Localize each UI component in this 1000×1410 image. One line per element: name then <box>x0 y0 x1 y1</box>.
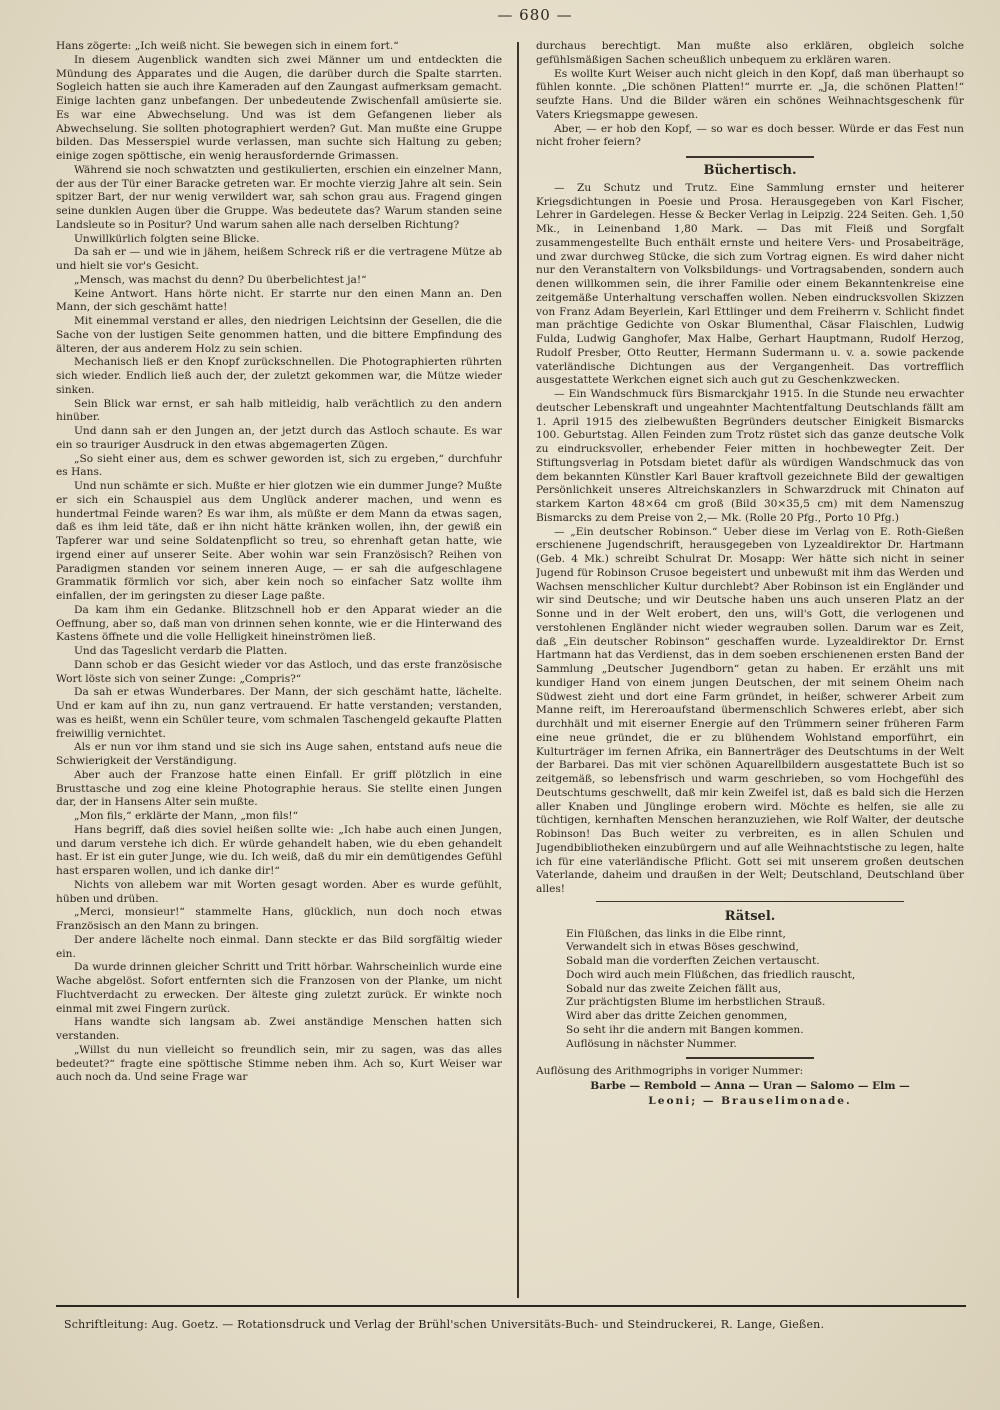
story-paragraph: Dann schob er das Gesicht wieder vor das Astloch, und das erste französische Wort löste sich von seiner Zunge: „Compris?“ <box>56 658 502 685</box>
story-paragraph: Da sah er — und wie in jähem, heißem Schreck riß er die vertragene Mütze ab und hielt sie vor's Gesicht. <box>56 246 502 272</box>
story-paragraph: Als er nun vor ihm stand und sie sich ins Auge sahen, entstand aufs neue die Schwierigkeit der Verständigung. <box>56 741 502 767</box>
story-paragraph: „Willst du nun vielleicht so freundlich sein, mir zu sagen, was das alles bedeutet?“ fragte eine spöttische Stimme neben ihm. Ach so, Kurt Weiser war auch noch da. Und seine Frage war <box>56 1043 502 1084</box>
answer-line: Barbe — Rembold — Anna — Uran — Salomo — Elm — <box>590 1080 910 1092</box>
story-continuation: durchaus berechtigt. Man mußte also erklären, obgleich solche gefühlsmäßigen Sachen scheußlich unbequem zu erklären waren. <box>536 40 964 66</box>
story-continuation: Es wollte Kurt Weiser auch nicht gleich in den Kopf, daß man überhaupt so fühlen konnte. „Die schönen Platten!“ murrte er. „Ja, die schönen Platten!“ seufzte Hans. Und die Bilder wären ein schönes Weihnachtsgeschenk für Vaters Kriegsmappe gewesen. <box>536 67 964 121</box>
riddle-line: Doch wird auch mein Flüßchen, das friedlich rauscht, <box>566 968 856 981</box>
page-number: — 680 — <box>497 6 573 24</box>
story-paragraph: Unwillkürlich folgten seine Blicke. <box>74 232 260 245</box>
riddle-line: Ein Flüßchen, das links in die Elbe rinnt, <box>566 927 786 940</box>
story-paragraph: Nichts von allebem war mit Worten gesagt worden. Aber es wurde gefühlt, hüben und drüben. <box>56 878 502 905</box>
riddle-line: Wird aber das dritte Zeichen genommen, <box>566 1010 788 1022</box>
story-paragraph: Keine Antwort. Hans hörte nicht. Er starrte nur den einen Mann an. Den Mann, der sich geschämt hatte! <box>56 287 502 314</box>
answer-line: Leoni; — Brauselimonade. <box>648 1094 852 1107</box>
riddle-line: Auflösung in nächster Nummer. <box>566 1037 737 1050</box>
riddle-line: Verwandelt sich in etwas Böses geschwind, <box>566 941 799 954</box>
footer-rule <box>56 1305 966 1307</box>
section-divider <box>596 901 904 902</box>
story-paragraph: „Mon fils,“ erklärte der Mann, „mon fils!“ <box>74 810 299 822</box>
right-column <box>536 40 964 1302</box>
riddle-title: Rätsel. <box>724 908 776 924</box>
book-review: — „Ein deutscher Robinson.“ Ueber diese im Verlag von E. Roth-Gießen erschienene Jugendschrift, herausgegeben von Lyzealdirektor Dr. Hartmann (Geb. 4 Mk.) schreibt Schulrat Dr. Mosapp: Wer hätte sich nicht in seiner Jugend für Robinson Crusoe begeistert und unbewußt mit ihm das Werden und Wachsen menschlicher Kultur durchlebt? Aber Robinson ist ein Engländer und wir sind Deutsche; und wir Deutsche haben uns auch unseren Platz an der Sonne und in der Welt erobert, den uns, will's Gott, die verlogenen und verstohlenen Engländer nicht wieder wegrauben sollen. Darum war es Zeit, daß „Ein deutscher Robinson“ geschaffen wurde. Lyzealdirektor Dr. Ernst Hartmann hat das Verdienst, das in dem soeben erschienenen ersten Band der Sammlung „Deutscher Jugendborn“ getan zu haben. Er erzählt uns mit kundiger Hand von einem jungen Deutschen, der mit seinem Oheim nach Südwest zieht und dort eine Farm gründet, in heißer, schwerer Arbeit zum Manne reift, im Hereroaufstand übermenschlich Schweres erlebt, aber sich durchhält und mit eiserner Energie auf den Trümmern seiner früheren Farm eine neue gründet, die er zu blühendem Wohlstand emporführt, ein Kulturträger im fernen Afrika, ein Bannerträger des Deutschtums in der Welt der Barbarei. Das mit vier schönen Aquarellbildern ausgestattete Buch ist so zeitgemäß, so lebensfrisch und warm geschrieben, so vom Hochgefühl des Deutschtums geschwellt, daß mir kein Zweifel ist, daß es bald sich die Herzen aller Knaben und Jünglinge erobern wird. Möchte es helfen, sie alle zu tüchtigen, kernhaften Menschen heranzuziehen, wie Rolf Walter, der deutsche Robinson! Das Buch weiter zu verbreiten, es in allen Schulen und Jugendbibliotheken einzubürgern und auf alle Weihnachtstische zu legen, halte ich für eine vaterländische Pflicht. Gott sei mit unserem großen deutschen Vaterlande, daheim und draußen in der Welt; Deutschland, Deutschland über alles! <box>536 525 964 895</box>
story-paragraph: Und dann sah er den Jungen an, der jetzt durch das Astloch schaute. Es war ein so trauriger Ausdruck in den etwas abgemagerten Zügen. <box>56 425 502 451</box>
riddle-line: Zur prächtigsten Blume im herbstlichen Strauß. <box>566 996 826 1009</box>
book-review: — Zu Schutz und Trutz. Eine Sammlung ernster und heiterer Kriegsdichtungen in Poesie und Prosa. Herausgegeben von Karl Fischer, Lehrer in Gardelegen. Hesse & Becker Verlag in Leipzig. 224 Seiten. Geh. 1,50 Mk., in Leinenband 1,80 Mark. — Das mit Fleiß und Sorgfalt zusammengestellte Buch enthält ernste und heitere Vers- und Prosabeiträge, und zwar durchweg Stücke, die sich zum Vortrag eignen. Es wird daher nicht nur den Veranstaltern von Volksbildungs- und Vortragsabenden, sondern auch denen willkommen sein, die ihrer Familie oder einem Bekanntenkreise eine zeitgemäße Unterhaltung verschaffen wollen. Neben eindrucksvollen Skizzen von Franz Adam Beyerlein, Karl Ettlinger und dem Freiherrn v. Schlicht findet man prächtige Gedichte von Oskar Blumenthal, Cäsar Flaischlen, Ludwig Fulda, Ludwig Ganghofer, Max Halbe, Gerhart Hauptmann, Rudolf Herzog, Rudolf Presber, Otto Reutter, Hermann Sudermann u. v. a. sowie packende vaterländische Dichtungen aus der Vergangenheit. Das vortrefflich ausgestattete Werkchen eignet sich auch gut zu Geschenkzwecken. <box>536 181 964 387</box>
books-section-title: Büchertisch. <box>703 163 797 178</box>
column-divider <box>517 42 519 1298</box>
story-paragraph: Da wurde drinnen gleicher Schritt und Tritt hörbar. Wahrscheinlich wurde eine Wache abgelöst. Sofort entfernten sich die Franzosen von der Planke, um nicht Fluchtverdacht zu erwecken. Der älteste ging zuletzt zurück. Er winkte noch einmal mit zwei Fingern zurück. <box>56 961 502 1015</box>
section-divider <box>686 156 814 158</box>
riddle-verse <box>566 928 964 1052</box>
story-paragraph: Der andere lächelte noch einmal. Dann steckte er das Bild sorgfältig wieder ein. <box>56 933 502 960</box>
section-divider <box>686 1057 814 1059</box>
story-paragraph: Während sie noch schwatzten und gestikulierten, erschien ein einzelner Mann, der aus der Tür einer Baracke getreten war. Er mochte vierzig Jahre alt sein. Sein spitzer Bart, der nur wenig verwildert war, sah schon grau aus. Fragend gingen seine dunklen Augen über die Gruppe. Was bedeutete das? Warum standen seine Landsleute so in Positur? Und warum sahen alle nach derselben Richtung? <box>56 163 502 231</box>
story-paragraph: „Mensch, was machst du denn? Du überbelichtest ja!“ <box>74 273 367 286</box>
story-paragraph: Und nun schämte er sich. Mußte er hier glotzen wie ein dummer Junge? Mußte er sich ein Schauspiel aus dem Unglück anderer machen, und wenn es hundertmal Feinde waren? Es war ihm, als müßte er dem Mann da etwas sagen, daß es ihm leid täte, daß er ihn nicht hätte kränken wollen, ihn, der gewiß ein Tapferer war und seine Soldatenpflicht so treu, so ehrenhaft getan hatte, wie irgend einer auf unserer Seite. Aber wohin war sein Französisch? Reihen von Paradigmen standen vor seinem inneren Auge, — er sah die aufgeschlagene Grammatik förmlich vor sich, aber kein noch so einfacher Satz wollte ihm einfallen, der im geringsten zu dieser Lage paßte. <box>56 480 502 602</box>
story-continuation: Aber, — er hob den Kopf, — so war es doch besser. Würde er das Fest nun nicht froher feiern? <box>536 122 964 149</box>
story-paragraph: Sein Blick war ernst, er sah halb mitleidig, halb verächtlich zu den andern hinüber. <box>56 397 502 424</box>
story-paragraph: Da sah er etwas Wunderbares. Der Mann, der sich geschämt hatte, lächelte. Und er kam auf ihn zu, nun ganz vertrauend. Er hatte verstanden; verstanden, was es heißt, wenn ein Schüler teure, vom schmalen Taschengeld gekaufte Platten freiwillig vernichtet. <box>56 686 502 740</box>
story-paragraph: „Merci, monsieur!“ stammelte Hans, glücklich, nun doch noch etwas Französisch an den Mann zu bringen. <box>56 906 502 932</box>
imprint-footer: Schriftleitung: Aug. Goetz. — Rotationsdruck und Verlag der Brühl'schen Universitäts-Buch- und Steindruckerei, R. Lange, Gießen. <box>64 1318 825 1331</box>
riddle-line: So seht ihr die andern mit Bangen kommen. <box>566 1023 804 1036</box>
answer-label: Auflösung des Arithmogriphs in voriger Nummer: <box>536 1065 804 1078</box>
riddle-line: Sobald nur das zweite Zeichen fällt aus, <box>566 982 782 995</box>
story-paragraph: Und das Tageslicht verdarb die Platten. <box>74 645 288 657</box>
riddle-line: Sobald man die vorderften Zeichen vertauscht. <box>566 955 820 967</box>
story-paragraph: Da kam ihm ein Gedanke. Blitzschnell hob er den Apparat wieder an die Oeffnung, aber so, daß man von drinnen sehen konnte, wie er die Hinterwand des Kastens öffnete und die volle Helligkeit hineinströmen ließ. <box>56 603 502 644</box>
story-paragraph: Mechanisch ließ er den Knopf zurückschnellen. Die Photographierten rührten sich wieder. Endlich ließ auch der, der zuletzt gekommen war, die Mütze wieder sinken. <box>56 356 502 396</box>
story-paragraph: Hans wandte sich langsam ab. Zwei anständige Menschen hatten sich verstanden. <box>56 1016 502 1042</box>
story-paragraph: Mit einemmal verstand er alles, den niedrigen Leichtsinn der Gesellen, die die Sache von der lustigen Seite genommen hatten, und die bittere Empfindung des älteren, der aus anderem Holz zu sein schien. <box>56 315 502 355</box>
story-paragraph: Aber auch der Franzose hatte einen Einfall. Er griff plötzlich in eine Brusttasche und zog eine kleine Photographie heraus. Sie stellte einen Jungen dar, der in Hansens Alter sein mußte. <box>56 768 502 809</box>
story-paragraph: Hans begriff, daß dies soviel heißen sollte wie: „Ich habe auch einen Jungen, und darum verstehe ich dich. Er würde gehandelt haben, wie du eben gehandelt hast. Er ist ein guter Junge, wie du. Ich weiß, daß du mir ein demütigendes Gefühl hast ersparen wollen, und ich danke dir!“ <box>56 823 502 877</box>
story-paragraph: „So sieht einer aus, dem es schwer geworden ist, sich zu ergeben,“ durchfuhr es Hans. <box>56 452 502 479</box>
book-review: — Ein Wandschmuck fürs Bismarckjahr 1915. In die Stunde neu erwachter deutscher Lebenskraft und ungeahnter Machtentfaltung Deutschlands fällt am 1. April 1915 des zielbewußten Begründers deutscher Einigkeit Bismarcks 100. Geburtstag. Allen Feinden zum Trotz rüstet sich das ganze deutsche Volk zu eindrucksvoller, erhebender Feier mitten in hochbewegter Zeit. Der Stiftungsverlag in Potsdam bietet dafür als würdigen Wandschmuck das von dem bekannten Künstler Karl Bauer kraftvoll gezeichnete Bild der gewaltigen Persönlichkeit unseres Altreichskanzlers in Schwarzdruck mit Chinaton auf starkem Karton 48×64 cm groß (Bild 30×35,5 cm) mit dem Namenszug Bismarcks zu dem Preise von 2,— Mk. (Rolle 20 Pfg., Porto 10 Pfg.) <box>536 388 964 524</box>
story-paragraph: In diesem Augenblick wandten sich zwei Männer um und entdeckten die Mündung des Apparates und die Augen, die darüber durch die Spalte starrten. Sogleich hatten sie auch ihre Kameraden auf den Zaungast aufmerksam gemacht. Einige lachten ganz unbefangen. Der unbedeutende Zwischenfall amüsierte sie. Es war eine Abwechselung. Und was ist dem Gefangenen lieber als Abwechselung. Sie sollten photographiert werden? Gut. Man mußte eine Gruppe bilden. Das Messerspiel wurde verlassen, man suchte sich Haltung zu geben; einige zogen spöttische, ein wenig herausfordernde Grimassen. <box>56 53 502 162</box>
story-column <box>56 40 502 1302</box>
story-paragraph: Hans zögerte: „Ich weiß nicht. Sie bewegen sich in einem fort.“ <box>56 40 399 52</box>
